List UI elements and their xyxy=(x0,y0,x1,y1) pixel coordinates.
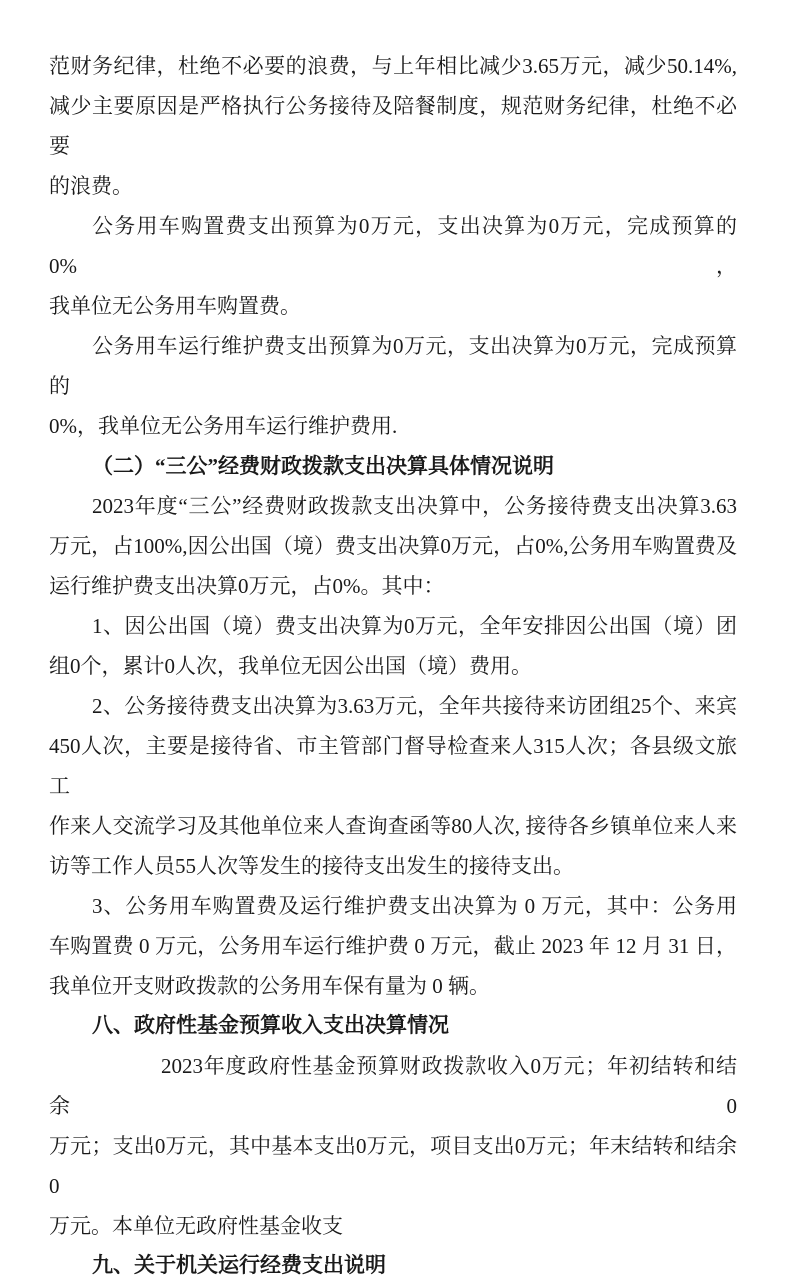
text-line: 2023年度政府性基金预算财政拨款收入0万元；年初结转和结余0 xyxy=(49,1054,737,1118)
text-line: 范财务纪律，杜绝不必要的浪费，与上年相比减少3.65万元，减少50.14%, xyxy=(49,54,737,78)
text-line: 3、公务用车购置费及运行维护费支出决算为 0 万元，其中：公务用 xyxy=(92,894,737,918)
text-line: 车购置费 0 万元，公务用车运行维护费 0 万元，截止 2023 年 12 月 31 日， xyxy=(49,934,737,958)
text-line: 我单位开支财政拨款的公务用车保有量为 0 辆。 xyxy=(49,974,490,998)
paragraph-vehicle-maintenance xyxy=(49,326,737,446)
paragraph-item1-overseas xyxy=(49,606,737,686)
text-line: 公务用车运行维护费支出预算为0万元，支出决算为0万元，完成预算的 xyxy=(49,334,737,398)
section-heading-agency-operating-cost xyxy=(49,1246,737,1286)
heading-text: 九、关于机关运行经费支出说明 xyxy=(92,1254,386,1277)
text-line: 减少主要原因是严格执行公务接待及陪餐制度，规范财务纪律，杜绝不必要 xyxy=(49,94,737,158)
text-line: 万元；支出0万元，其中基本支出0万元，项目支出0万元；年末结转和结余0 xyxy=(49,1134,737,1198)
paragraph-three-public-summary xyxy=(49,486,737,606)
heading-text: （二）“三公”经费财政拨款支出决算具体情况说明 xyxy=(92,454,554,478)
section-heading-three-public-detail xyxy=(49,446,737,486)
paragraph-financial-discipline xyxy=(49,46,737,206)
text-line: 组0个，累计0人次，我单位无因公出国（境）费用。 xyxy=(49,654,532,678)
text-line: 2、公务接待费支出决算为3.63万元，全年共接待来访团组25个、来宾 xyxy=(92,694,737,718)
text-line: 万元，占100%,因公出国（境）费支出决算0万元，占0%,公务用车购置费及 xyxy=(49,534,737,558)
text-line: 1、因公出国（境）费支出决算为0万元，全年安排因公出国（境）团 xyxy=(92,614,737,638)
text-line: 作来人交流学习及其他单位来人查询查函等80人次, 接待各乡镇单位来人来 xyxy=(49,814,737,838)
text-line: 访等工作人员55人次等发生的接待支出发生的接待支出。 xyxy=(49,854,574,878)
text-line: 的浪费。 xyxy=(49,174,133,198)
text-line: 450人次，主要是接待省、市主管部门督导检查来人315人次；各县级文旅工 xyxy=(49,734,737,798)
text-line: 万元。本单位无政府性基金收支 xyxy=(49,1214,343,1238)
section-heading-government-fund xyxy=(49,1006,737,1046)
text-line: 2023年度“三公”经费财政拨款支出决算中，公务接待费支出决算3.63 xyxy=(92,494,737,518)
text-line: 我单位无公务用车购置费。 xyxy=(49,294,301,318)
heading-text: 八、政府性基金预算收入支出决算情况 xyxy=(92,1014,449,1037)
text-line: 公务用车购置费支出预算为0万元，支出决算为0万元，完成预算的0%， xyxy=(49,214,737,278)
paragraph-government-fund xyxy=(49,1046,737,1246)
text-line: 运行维护费支出决算0万元，占0%。其中： xyxy=(49,574,445,598)
paragraph-vehicle-purchase xyxy=(49,206,737,326)
paragraph-item2-reception xyxy=(49,686,737,886)
paragraph-item3-vehicle xyxy=(49,886,737,1006)
text-line: 0%，我单位无公务用车运行维护费用. xyxy=(49,414,398,438)
